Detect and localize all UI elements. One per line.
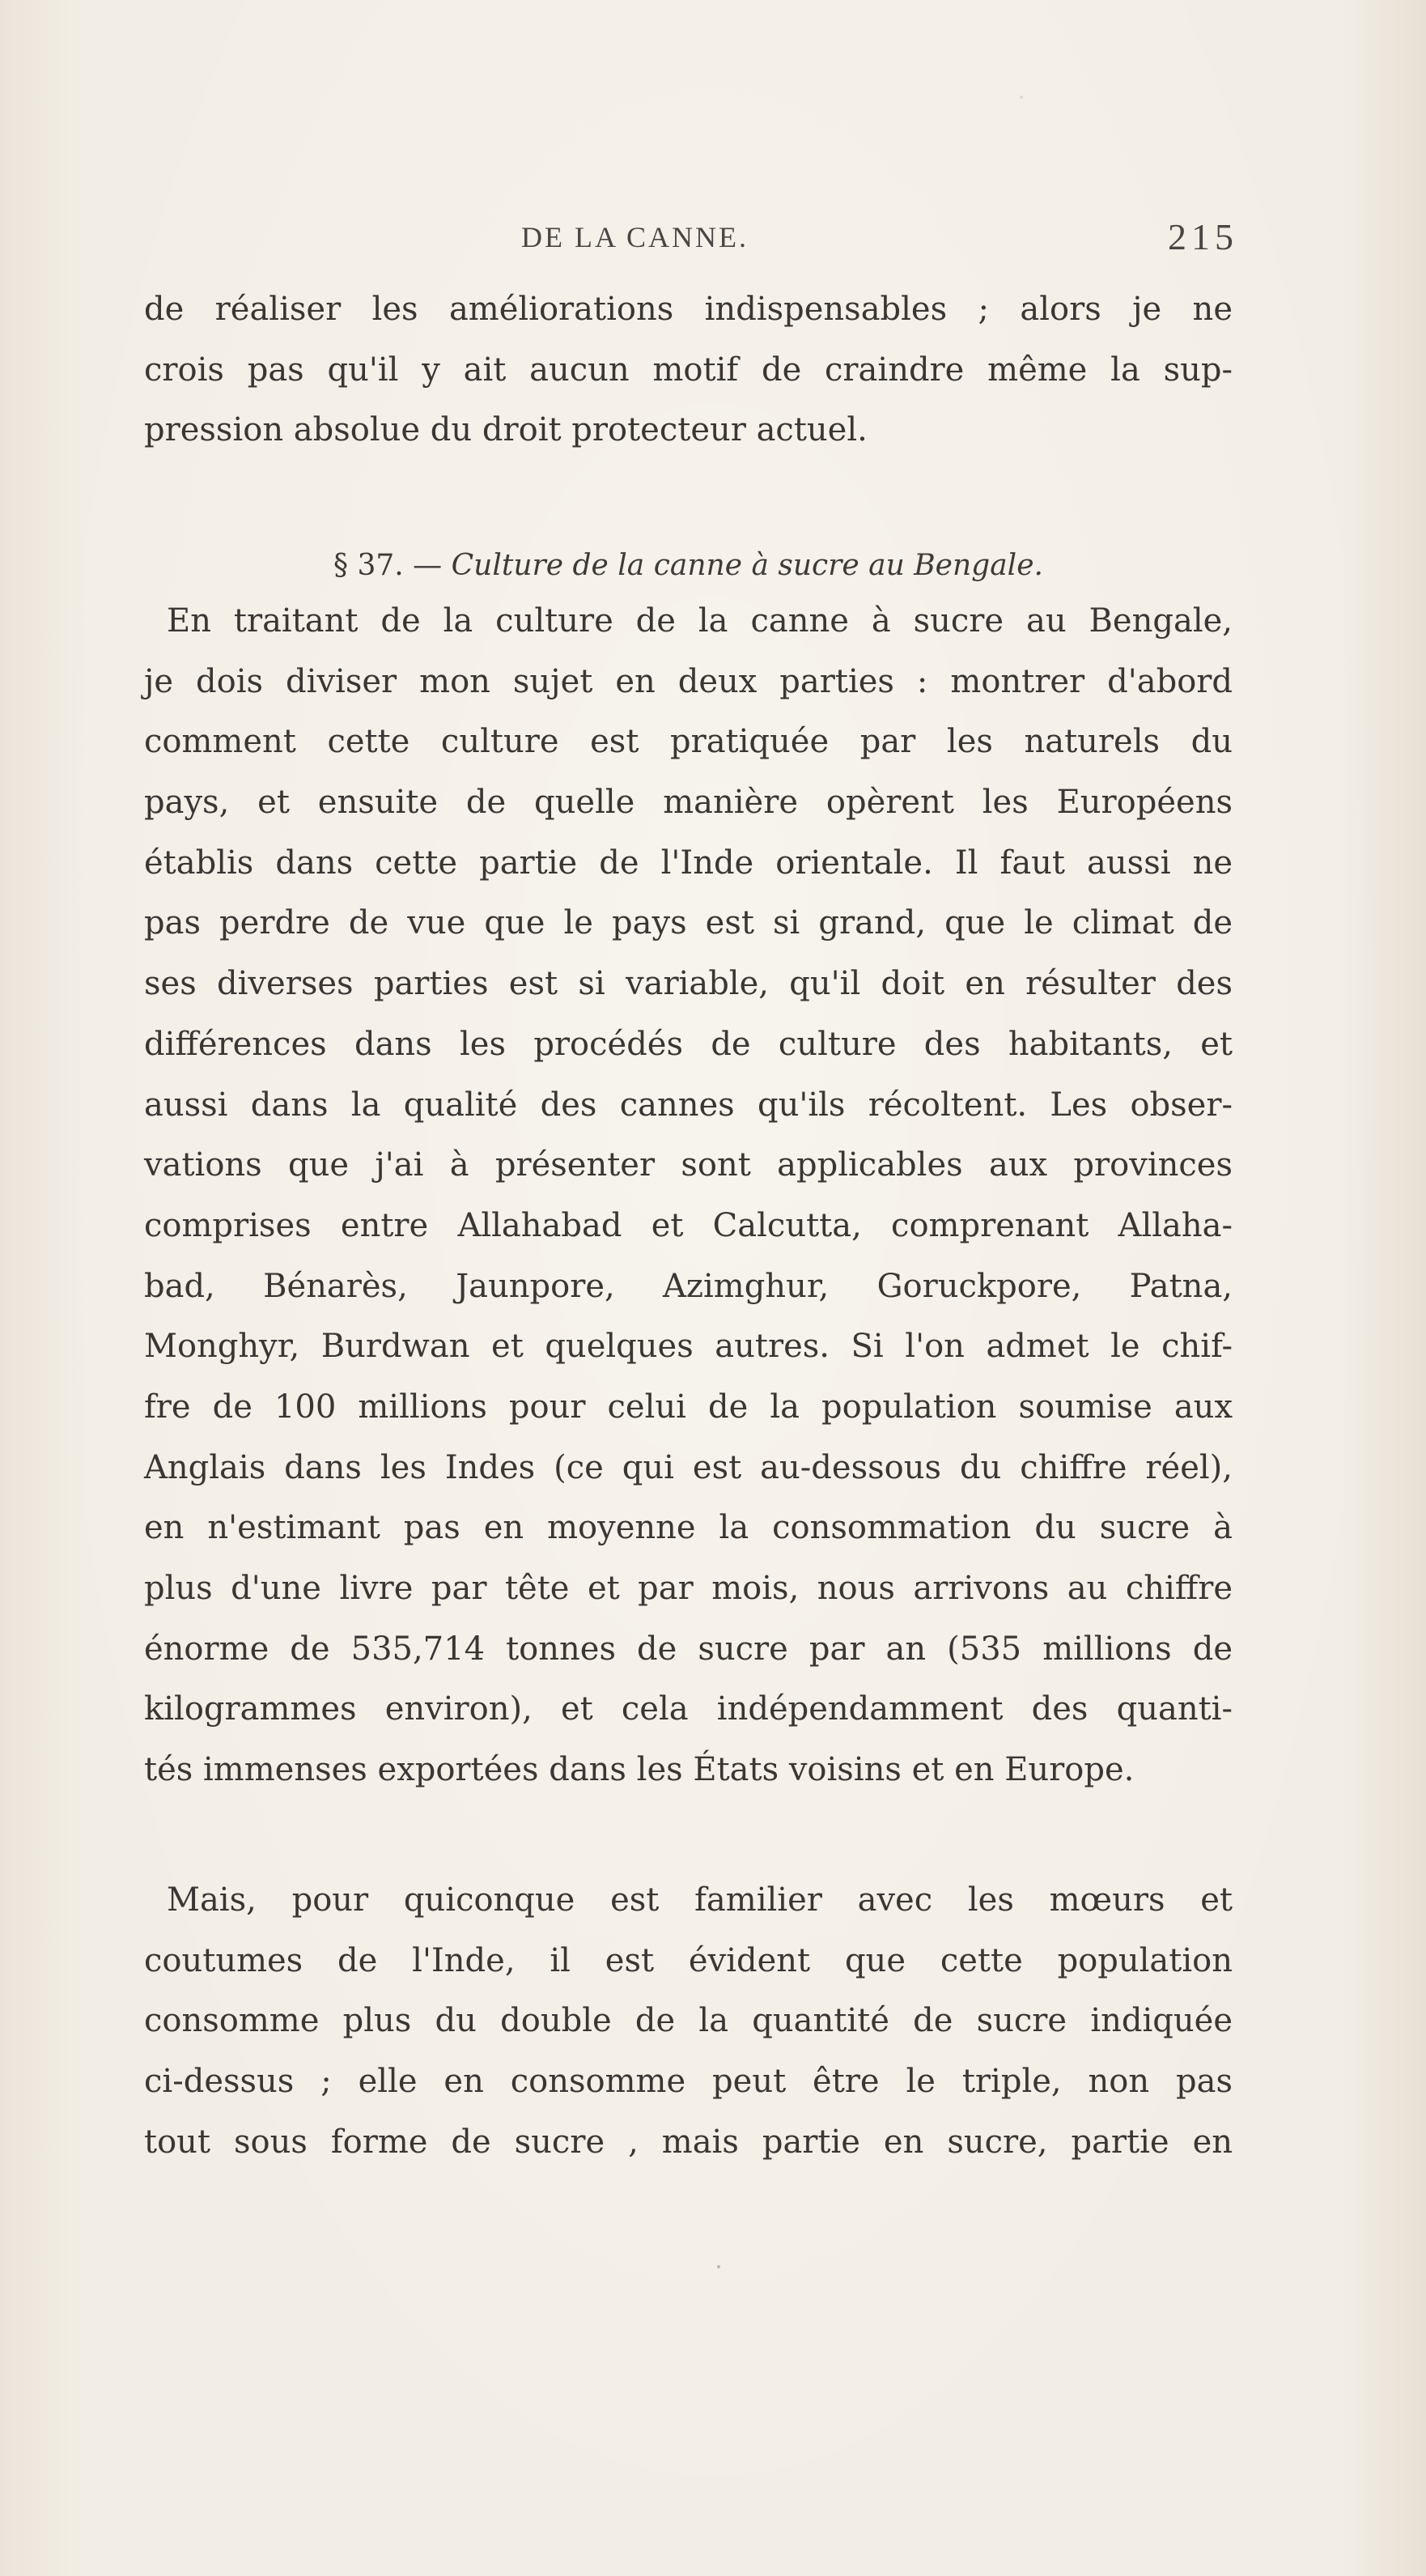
text-line: je dois diviser mon sujet en deux parties : montrer d'abord xyxy=(144,662,1233,700)
section-number: § 37. — xyxy=(333,549,443,582)
text-line: fre de 100 millions pour celui de la population soumise aux xyxy=(144,1388,1233,1426)
text-line: consomme plus du double de la quantité de sucre indiquée xyxy=(144,2002,1233,2040)
text-line: différences dans les procédés de culture des habitants, et xyxy=(144,1025,1233,1063)
text-line: Monghyr, Burdwan et quelques autres. Si l'on admet le chif- xyxy=(144,1328,1233,1366)
running-head: DE LA CANNE. xyxy=(521,221,749,253)
text-line: comprises entre Allahabad et Calcutta, comprenant Allaha- xyxy=(144,1206,1233,1244)
text-line: pays, et ensuite de quelle manière opèrent les Européens xyxy=(144,784,1233,822)
paper-speck xyxy=(717,2265,720,2268)
text-line: de réaliser les améliorations indispensables ; alors je ne xyxy=(144,291,1233,328)
text-line: crois pas qu'il y ait aucun motif de craindre même la sup- xyxy=(144,351,1233,389)
text-line: En traitant de la culture de la canne à sucre au Bengale, xyxy=(167,602,1233,640)
text-line: vations que j'ai à présenter sont applicables aux provinces xyxy=(144,1146,1233,1184)
text-line: ses diverses parties est si variable, qu'il doit en résulter des xyxy=(144,965,1233,1003)
page-number: 215 xyxy=(1168,216,1238,257)
text-line: tout sous forme de sucre , mais partie en sucre, partie en xyxy=(144,2123,1233,2161)
text-line: bad, Bénarès, Jaunpore, Azimghur, Goruckpore, Patna, xyxy=(144,1267,1233,1305)
text-line: Mais, pour quiconque est familier avec les mœurs et xyxy=(167,1881,1233,1919)
text-line: aussi dans la qualité des cannes qu'ils récoltent. Les obser- xyxy=(144,1086,1233,1124)
text-line: en n'estimant pas en moyenne la consommation du sucre à xyxy=(144,1509,1233,1547)
paper-speck xyxy=(1020,96,1023,99)
section-title: Culture de la canne à sucre au Bengale. xyxy=(451,549,1043,582)
text-line: tés immenses exportées dans les États voisins et en Europe. xyxy=(144,1751,1135,1789)
text-line: établis dans cette partie de l'Inde orientale. Il faut aussi ne xyxy=(144,844,1233,882)
text-line: kilogrammes environ), et cela indépendamment des quanti- xyxy=(144,1690,1233,1728)
section-heading xyxy=(144,549,1233,582)
page-header xyxy=(121,217,1238,266)
text-line: ci-dessus ; elle en consomme peut être le triple, non pas xyxy=(144,2063,1233,2101)
text-line: énorme de 535,714 tonnes de sucre par an (535 millions de xyxy=(144,1630,1233,1668)
text-line: Anglais dans les Indes (ce qui est au-dessous du chiffre réel), xyxy=(144,1448,1233,1486)
text-line: plus d'une livre par tête et par mois, nous arrivons au chiffre xyxy=(144,1570,1233,1607)
text-line: pas perdre de vue que le pays est si grand, que le climat de xyxy=(144,904,1233,942)
paragraph-continuation xyxy=(144,279,1233,461)
paragraph-main xyxy=(144,591,1233,1800)
text-line: coutumes de l'Inde, il est évident que cette population xyxy=(144,1941,1233,1979)
text-line: pression absolue du droit protecteur actuel. xyxy=(144,411,868,449)
paragraph-final xyxy=(144,1870,1233,2172)
text-line: comment cette culture est pratiquée par les naturels du xyxy=(144,723,1233,761)
